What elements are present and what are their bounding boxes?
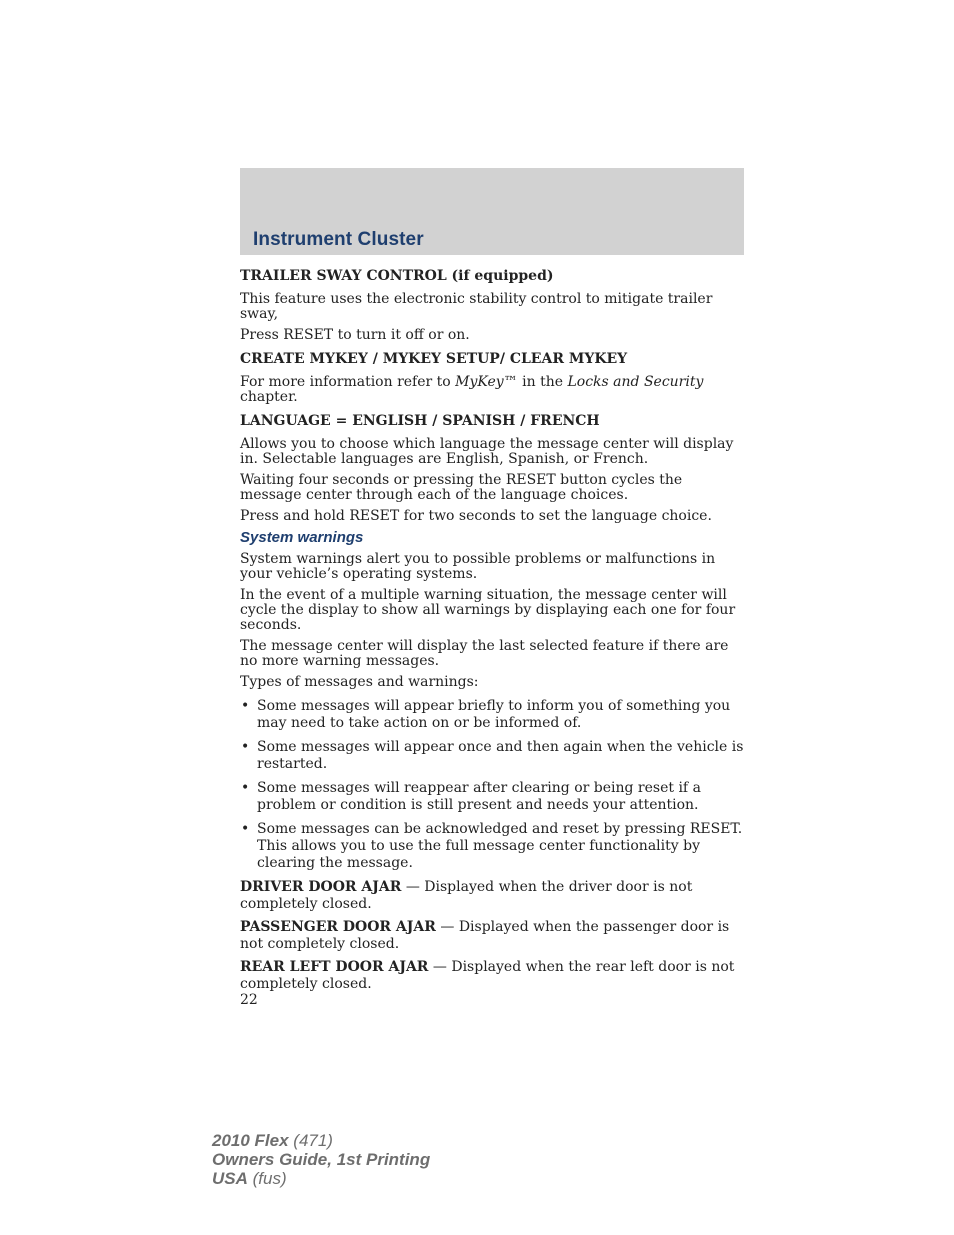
footer-model-code: (471) [288,1131,333,1150]
bullet-icon: • [241,780,250,796]
mykey-text-pre: For more information refer to [240,374,456,390]
bullet-icon: • [241,698,250,714]
footer-line-3 [212,1169,430,1188]
warnings-text-3: The message center will display the last selected feature if there are no more warning messages. [240,638,729,669]
driver-door-ajar-label: DRIVER DOOR AJAR [240,879,402,895]
system-warnings-heading: System warnings [240,529,364,546]
trailer-sway-text-1: This feature uses the electronic stability control to mitigate trailer sway, [240,291,713,322]
mykey-text [240,375,746,405]
language-text-2: Waiting four seconds or pressing the RESET button cycles the message center through each of the language choices. [240,472,683,503]
driver-door-ajar-entry [240,879,746,913]
list-item-text: Some messages will appear once and then again when the vehicle is restarted. [257,739,744,772]
list-item [240,780,746,814]
message-types-list [240,698,746,872]
footer-model: 2010 Flex [212,1131,289,1150]
list-item-text: Some messages will appear briefly to inform you of something you may need to take action on or be informed of. [257,698,731,731]
list-item [240,739,746,773]
footer-market-code: (fus) [247,1169,287,1188]
section-header-band [240,168,744,255]
trailer-sway-heading: TRAILER SWAY CONTROL (if equipped) [240,268,554,284]
footer-line-1 [212,1131,430,1150]
section-title: Instrument Cluster [253,229,424,250]
rear-left-door-ajar-entry [240,959,746,993]
list-item-text: Some messages can be acknowledged and reset by pressing RESET. This allows you to use the full message center functionality by clearing the message. [257,821,743,871]
passenger-door-ajar-label: PASSENGER DOOR AJAR [240,919,436,935]
page-number: 22 [240,992,258,1008]
list-item [240,698,746,732]
mykey-heading: CREATE MYKEY / MYKEY SETUP/ CLEAR MYKEY [240,351,628,367]
mykey-text-mid: in the [517,374,568,390]
locks-security-ref: Locks and Security [567,374,704,390]
mykey-ref: MyKey™ [455,374,518,390]
language-text-1: Allows you to choose which language the message center will display in. Selectable languages are English, Spanish, or French. [240,436,734,467]
driver-door-ajar-text: — Displayed when the driver door is not completely closed. [240,879,693,912]
mykey-text-post: chapter. [240,389,298,405]
warnings-text-2: In the event of a multiple warning situation, the message center will cycle the display to show all warnings by displaying each one for four seconds. [240,587,736,633]
bullet-icon: • [241,739,250,755]
language-heading: LANGUAGE = ENGLISH / SPANISH / FRENCH [240,413,600,429]
warnings-text-4: Types of messages and warnings: [240,674,479,690]
list-item-text: Some messages will reappear after clearing or being reset if a problem or condition is still present and needs your attention. [257,780,701,813]
language-text-3: Press and hold RESET for two seconds to set the language choice. [240,508,712,524]
rear-left-door-ajar-label: REAR LEFT DOOR AJAR [240,959,429,975]
bullet-icon: • [241,821,250,837]
footer-market: USA [212,1169,248,1188]
page-content [240,266,746,1008]
warnings-text-1: System warnings alert you to possible problems or malfunctions in your vehicle’s operating systems. [240,551,716,582]
list-item [240,821,746,872]
passenger-door-ajar-entry [240,919,746,953]
document-footer [212,1131,430,1188]
passenger-door-ajar-text: — Displayed when the passenger door is not completely closed. [240,919,730,952]
footer-line-2: Owners Guide, 1st Printing [212,1150,431,1169]
rear-left-door-ajar-text: — Displayed when the rear left door is not completely closed. [240,959,735,992]
trailer-sway-text-2: Press RESET to turn it off or on. [240,327,470,343]
